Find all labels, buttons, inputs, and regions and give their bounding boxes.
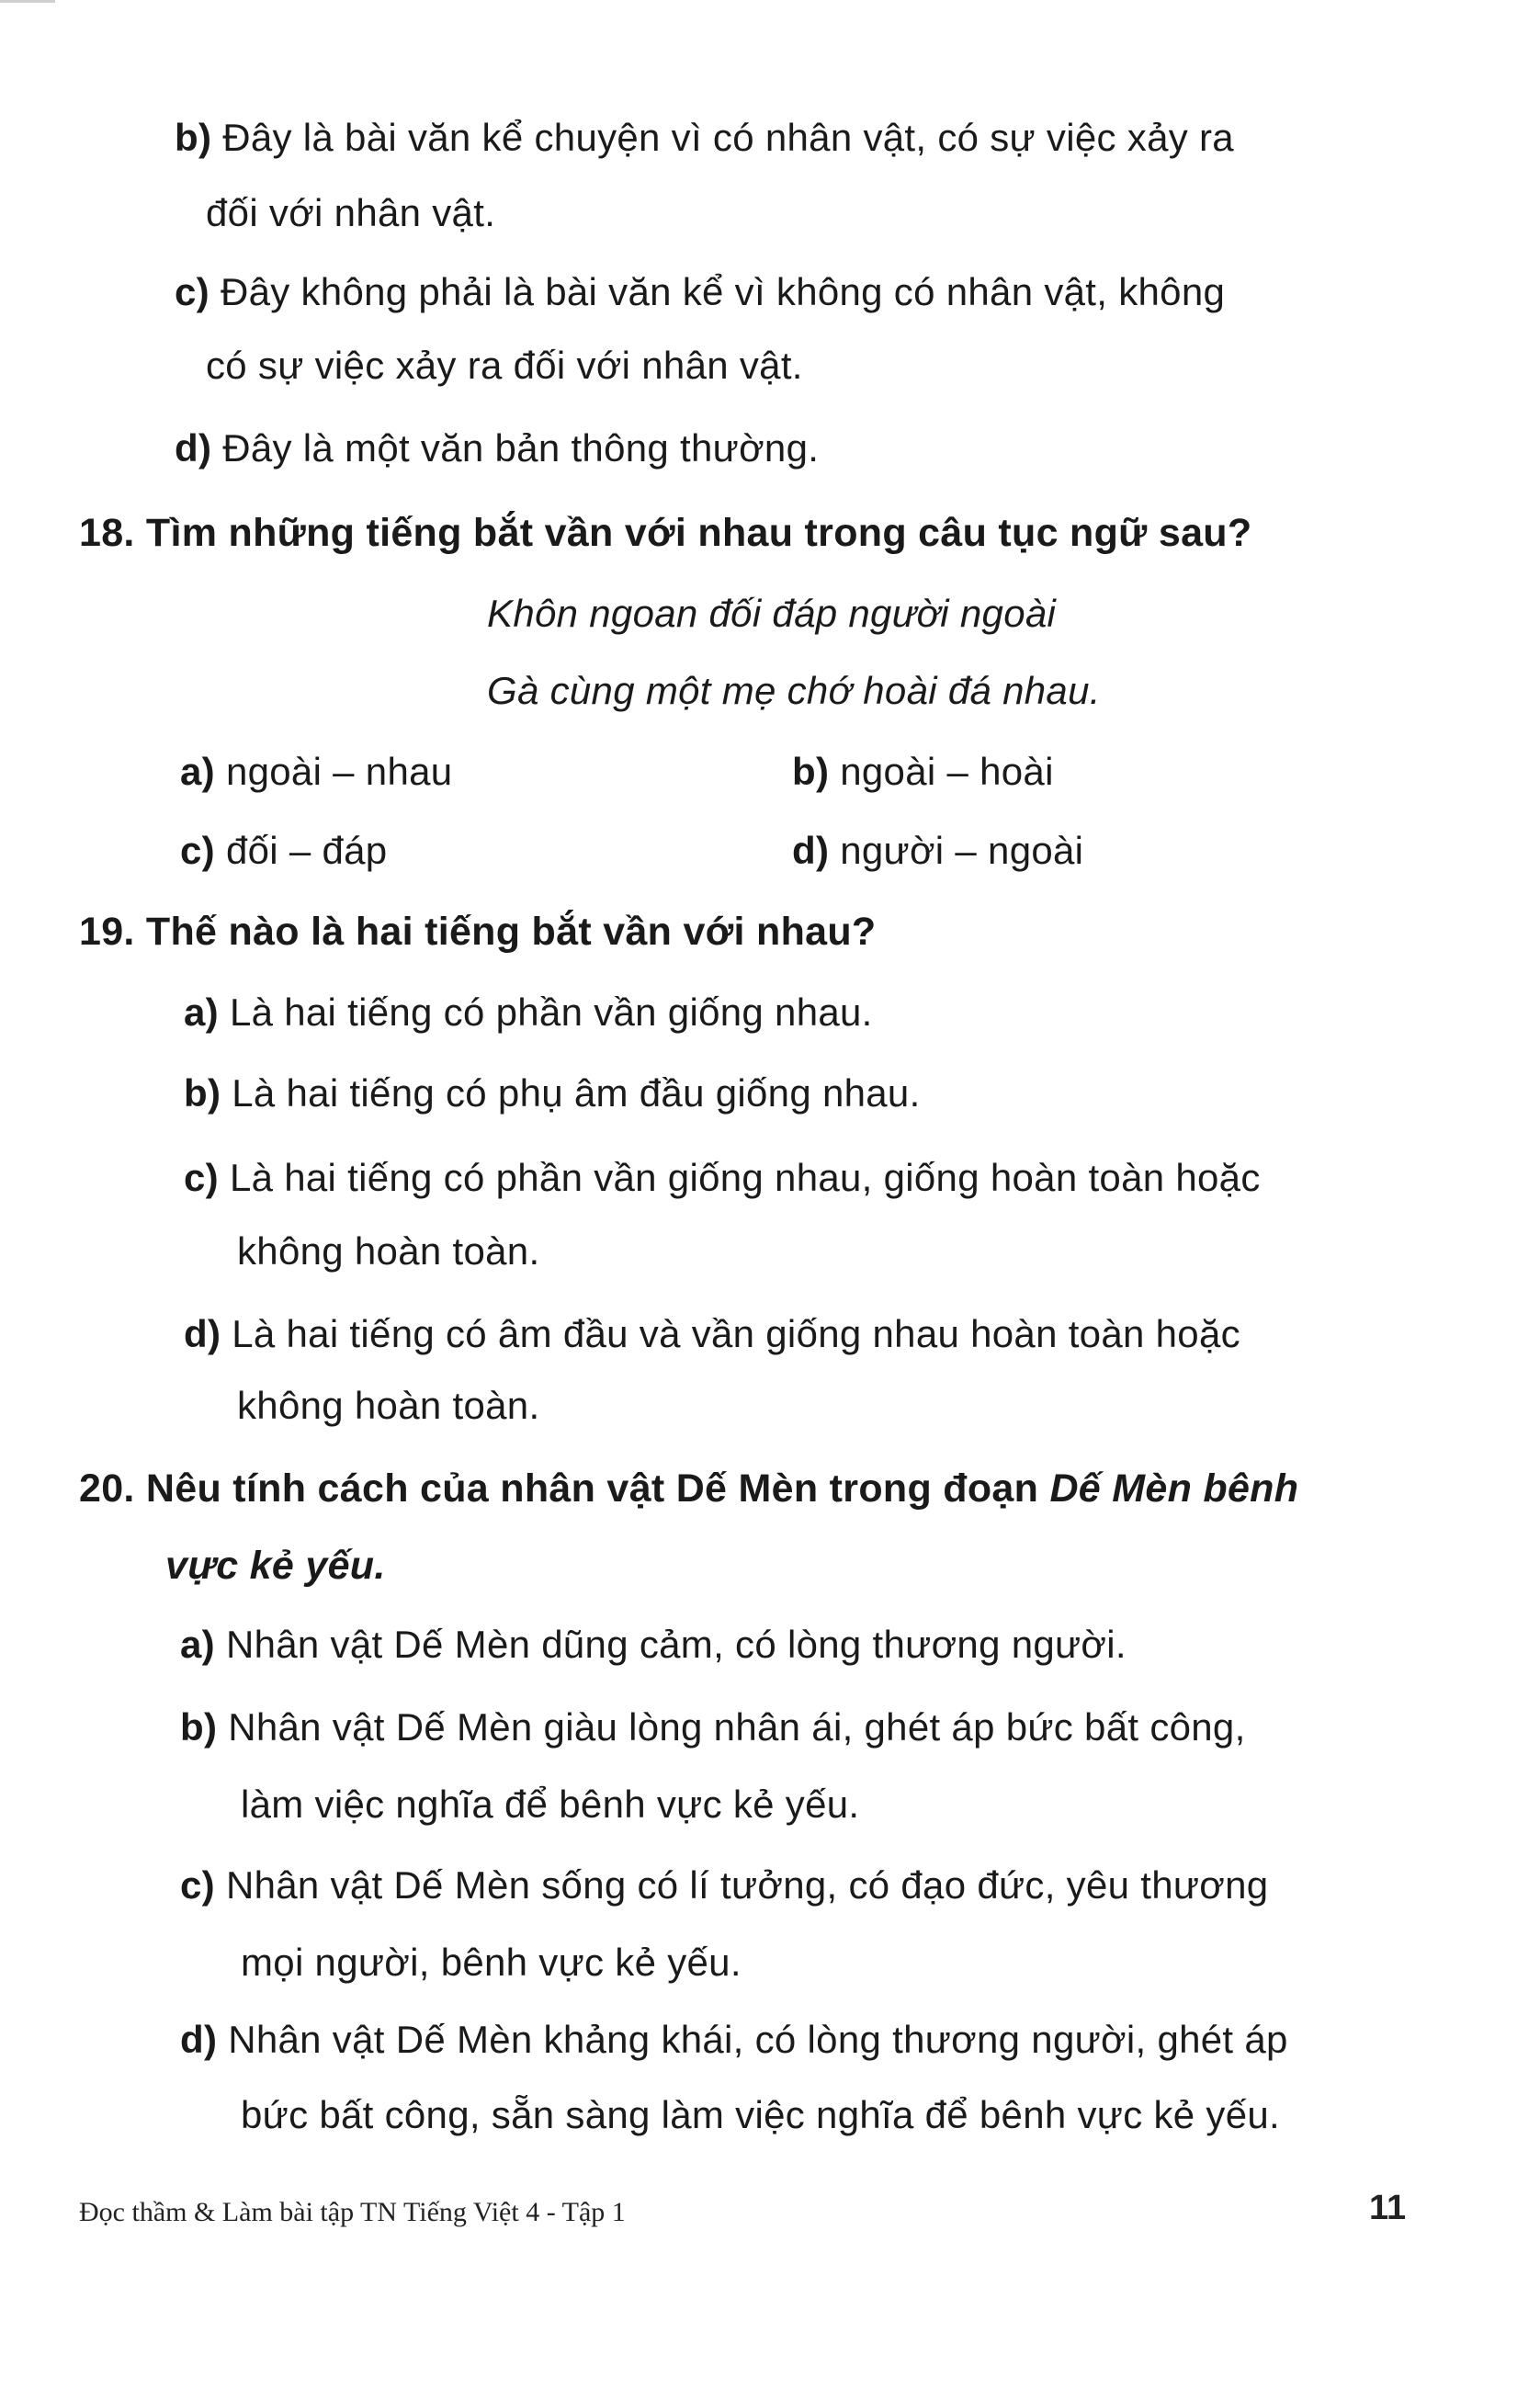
q20-option-b-line1 — [180, 1702, 1246, 1753]
q20-option-b-text: Nhân vật Dế Mèn giàu lòng nhân ái, ghét áp bức bất công, — [228, 1705, 1246, 1749]
q19-option-c-text: Là hai tiếng có phần vần giống nhau, giống hoàn toàn hoặc — [229, 1156, 1261, 1199]
q19-option-d-label: d) — [184, 1312, 221, 1355]
q19-option-b-label: b) — [184, 1071, 221, 1115]
q17-option-b-line2: đối với nhân vật. — [206, 191, 496, 234]
q19-option-c-label: c) — [184, 1156, 219, 1199]
q19-option-d-text: Là hai tiếng có âm đầu và vần giống nhau hoàn toàn hoặc — [232, 1312, 1240, 1355]
q19-option-c-line2: không hoàn toàn. — [237, 1229, 540, 1273]
q18-option-a-text: ngoài – nhau — [225, 750, 453, 793]
q20-option-b-line2: làm việc nghĩa để bênh vực kẻ yếu. — [241, 1783, 860, 1826]
q18-proverb-line2: Gà cùng một mẹ chớ hoài đá nhau. — [487, 669, 1101, 712]
q18-option-b-text: ngoài – hoài — [840, 750, 1054, 793]
q18-option-d-text: người – ngoài — [840, 829, 1084, 872]
q18-proverb-line1: Khôn ngoan đối đáp người ngoài — [487, 592, 1057, 635]
q18-option-d-label: d) — [792, 829, 830, 872]
q17-option-b-text: Đây là bài văn kể chuyện vì có nhân vật, có sự việc xảy ra — [222, 116, 1234, 159]
q18-option-a — [180, 746, 452, 798]
q17-option-b-label: b) — [175, 116, 212, 159]
q19-option-b-text: Là hai tiếng có phụ âm đầu giống nhau. — [232, 1071, 921, 1115]
q17-option-d-text: Đây là một văn bản thông thường. — [222, 426, 820, 470]
q20-option-a-label: a) — [180, 1623, 215, 1666]
q20-option-c-text: Nhân vật Dế Mèn sống có lí tưởng, có đạo đức, yêu thương — [225, 1863, 1269, 1907]
q20-question-prefix: 20. Nêu tính cách của nhân vật Dế Mèn trong đoạn — [79, 1466, 1039, 1511]
q20-option-d-label: d) — [180, 2018, 218, 2061]
q17-option-d-line1 — [175, 423, 819, 474]
q19-option-b — [184, 1068, 921, 1119]
q17-option-c-text: Đây không phải là bài văn kể vì không có nhân vật, không — [220, 270, 1226, 313]
q17-option-c-label: c) — [175, 270, 209, 313]
q18-option-a-label: a) — [180, 750, 215, 793]
q19-question: 19. Thế nào là hai tiếng bắt vần với nhau? — [79, 910, 877, 954]
q17-option-c-line1 — [175, 266, 1225, 318]
q20-question-line1 — [79, 1463, 1298, 1514]
q18-option-b-label: b) — [792, 750, 830, 793]
scan-edge-mark — [0, 0, 55, 3]
q20-option-b-label: b) — [180, 1705, 218, 1749]
q18-option-c — [180, 825, 387, 877]
q20-option-d-line2: bức bất công, sẵn sàng làm việc nghĩa để bênh vực kẻ yếu. — [241, 2093, 1281, 2136]
q20-option-d-text: Nhân vật Dế Mèn khảng khái, có lòng thương người, ghét áp — [228, 2018, 1288, 2061]
footer-book-title: Đọc thầm & Làm bài tập TN Tiếng Việt 4 - Tập 1 — [79, 2197, 626, 2227]
q20-option-c-line2: mọi người, bênh vực kẻ yếu. — [241, 1941, 742, 1984]
q20-story-title-part1: Dế Mèn bênh — [1049, 1466, 1299, 1511]
q18-option-c-text: đối – đáp — [225, 829, 388, 872]
q20-story-title-part2: vực kẻ yếu. — [165, 1544, 386, 1588]
q20-option-a-text: Nhân vật Dế Mèn dũng cảm, có lòng thương người. — [225, 1623, 1127, 1666]
footer-page-number: 11 — [1369, 2189, 1407, 2227]
q18-option-d — [792, 825, 1083, 877]
q20-option-c-label: c) — [180, 1863, 215, 1907]
q17-option-b-line1 — [175, 112, 1234, 164]
q19-option-d-line2: không hoàn toàn. — [237, 1384, 540, 1427]
q20-option-a — [180, 1619, 1127, 1670]
q18-question: 18. Tìm những tiếng bắt vần với nhau trong câu tục ngữ sau? — [79, 511, 1252, 555]
q18-option-c-label: c) — [180, 829, 215, 872]
q19-option-a-text: Là hai tiếng có phần vần giống nhau. — [229, 991, 873, 1034]
q19-option-a-label: a) — [184, 991, 219, 1034]
q20-option-c-line1 — [180, 1860, 1268, 1911]
q20-option-d-line1 — [180, 2014, 1288, 2066]
q19-option-c-line1 — [184, 1152, 1261, 1204]
q18-option-b — [792, 746, 1054, 798]
q17-option-d-label: d) — [175, 426, 212, 470]
q20-question-line2 — [165, 1540, 386, 1591]
q19-option-a — [184, 987, 873, 1038]
q19-option-d-line1 — [184, 1308, 1240, 1360]
q17-option-c-line2: có sự việc xảy ra đối với nhân vật. — [206, 344, 803, 387]
